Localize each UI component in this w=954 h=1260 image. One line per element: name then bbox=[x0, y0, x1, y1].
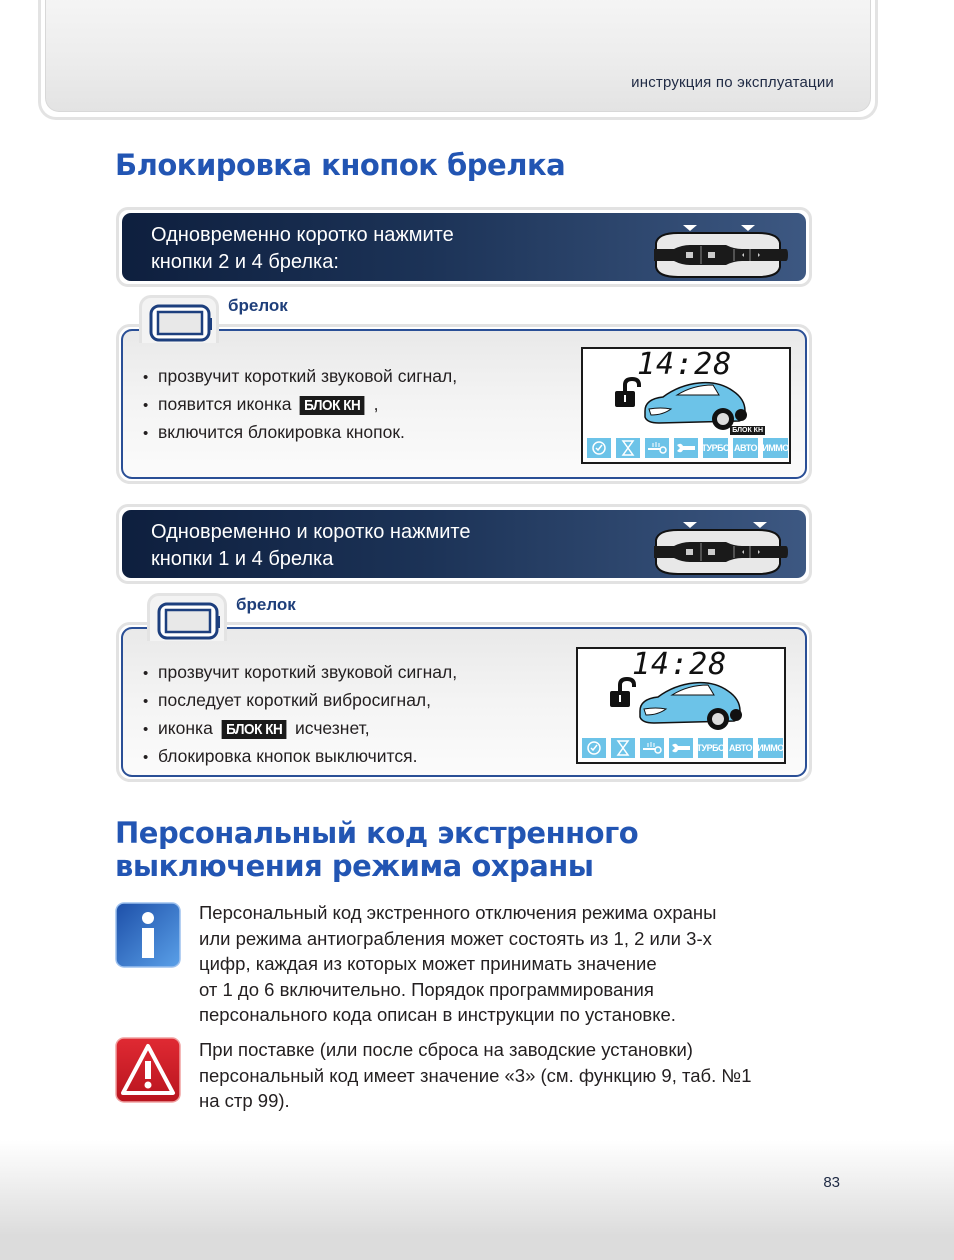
blok-kn-badge: БЛОК КН bbox=[221, 720, 286, 739]
result-label-keyfob: брелок bbox=[236, 595, 296, 614]
list-item: • прозвучит короткий звуковой сигнал, bbox=[143, 363, 457, 391]
list-item: • включится блокировка кнопок. bbox=[143, 419, 457, 447]
info-note-text: Персональный код экстренного отключения режима охраны или режима антиограбления может состоять из 1, 2 или 3-х цифр, каждая из которых может принимать значение от 1 до 6 включительно. Порядок программирования персонального кода описан в инструкции по установке. bbox=[199, 902, 717, 1025]
unlocked-padlock-icon bbox=[613, 377, 641, 409]
page-number: 83 bbox=[823, 1174, 840, 1191]
list-item: • блокировка кнопок выключится. bbox=[143, 743, 457, 771]
lcd-display-unlocked bbox=[576, 647, 786, 764]
list-item: • последует короткий вибросигнал, bbox=[143, 687, 457, 715]
keyfob-tab bbox=[147, 593, 227, 641]
lcd-icon-row bbox=[587, 438, 788, 458]
result-panel-unlock bbox=[116, 622, 812, 782]
list-item: • появится иконка БЛОК КН , bbox=[143, 391, 457, 419]
keyfob-tab bbox=[139, 295, 219, 343]
wrench-icon bbox=[669, 738, 693, 758]
remote-display-icon bbox=[149, 304, 213, 342]
info-icon bbox=[115, 902, 181, 968]
car-icon bbox=[636, 679, 744, 733]
hourglass-icon bbox=[616, 438, 640, 458]
thermometer-icon bbox=[640, 738, 664, 758]
unlocked-padlock-icon bbox=[608, 677, 636, 709]
warning-note-text: При поставке (или после сброса на заводские установки) персональный код имеет значение «3» (см. функцию 9, таб. №1 на стр 99). bbox=[199, 1039, 752, 1111]
result-label-keyfob: брелок bbox=[228, 296, 288, 315]
immo-icon: ИММО bbox=[758, 738, 783, 758]
car-icon bbox=[641, 379, 749, 433]
section-title-personal-code: Персональный код экстренного выключения режима охраны bbox=[115, 816, 639, 883]
result-panel-lock bbox=[116, 324, 812, 484]
header-caption: инструкция по эксплуатации bbox=[631, 74, 834, 91]
section-title-button-lock: Блокировка кнопок брелка bbox=[115, 148, 566, 182]
result-list bbox=[143, 363, 457, 447]
instruction-text: Одновременно коротко нажмите кнопки 2 и 4 брелка: bbox=[151, 224, 454, 273]
lcd-time: 14:28 bbox=[637, 347, 733, 382]
result-list bbox=[143, 659, 457, 771]
list-item: • иконка БЛОК КН исчезнет, bbox=[143, 715, 457, 743]
page-header-panel bbox=[45, 0, 871, 112]
warning-icon bbox=[115, 1037, 181, 1103]
instruction-text: Одновременно и коротко нажмите кнопки 1 и 4 брелка bbox=[151, 521, 471, 570]
lcd-icon-row bbox=[582, 738, 783, 758]
instruction-bar-lock bbox=[116, 207, 812, 287]
lcd-display-locked bbox=[581, 347, 791, 464]
list-item: • прозвучит короткий звуковой сигнал, bbox=[143, 659, 457, 687]
clock-icon bbox=[587, 438, 611, 458]
page-header bbox=[38, 0, 878, 120]
page-footer bbox=[0, 1140, 954, 1260]
instruction-bar-unlock bbox=[116, 504, 812, 584]
remote-display-icon bbox=[157, 602, 221, 640]
turbo-icon: ТУРБО bbox=[698, 738, 723, 758]
immo-icon: ИММО bbox=[763, 438, 788, 458]
thermometer-icon bbox=[645, 438, 669, 458]
keyfob-buttons-icon bbox=[638, 518, 788, 576]
auto-icon: АВТО bbox=[728, 738, 753, 758]
lcd-blok-kn-indicator: БЛОК КН bbox=[732, 427, 763, 434]
auto-icon: АВТО bbox=[733, 438, 758, 458]
keyfob-buttons-icon bbox=[638, 221, 788, 279]
lcd-time: 14:28 bbox=[632, 647, 728, 682]
hourglass-icon bbox=[611, 738, 635, 758]
turbo-icon: ТУРБО bbox=[703, 438, 728, 458]
blok-kn-badge: БЛОК КН bbox=[300, 396, 365, 415]
clock-icon bbox=[582, 738, 606, 758]
wrench-icon bbox=[674, 438, 698, 458]
